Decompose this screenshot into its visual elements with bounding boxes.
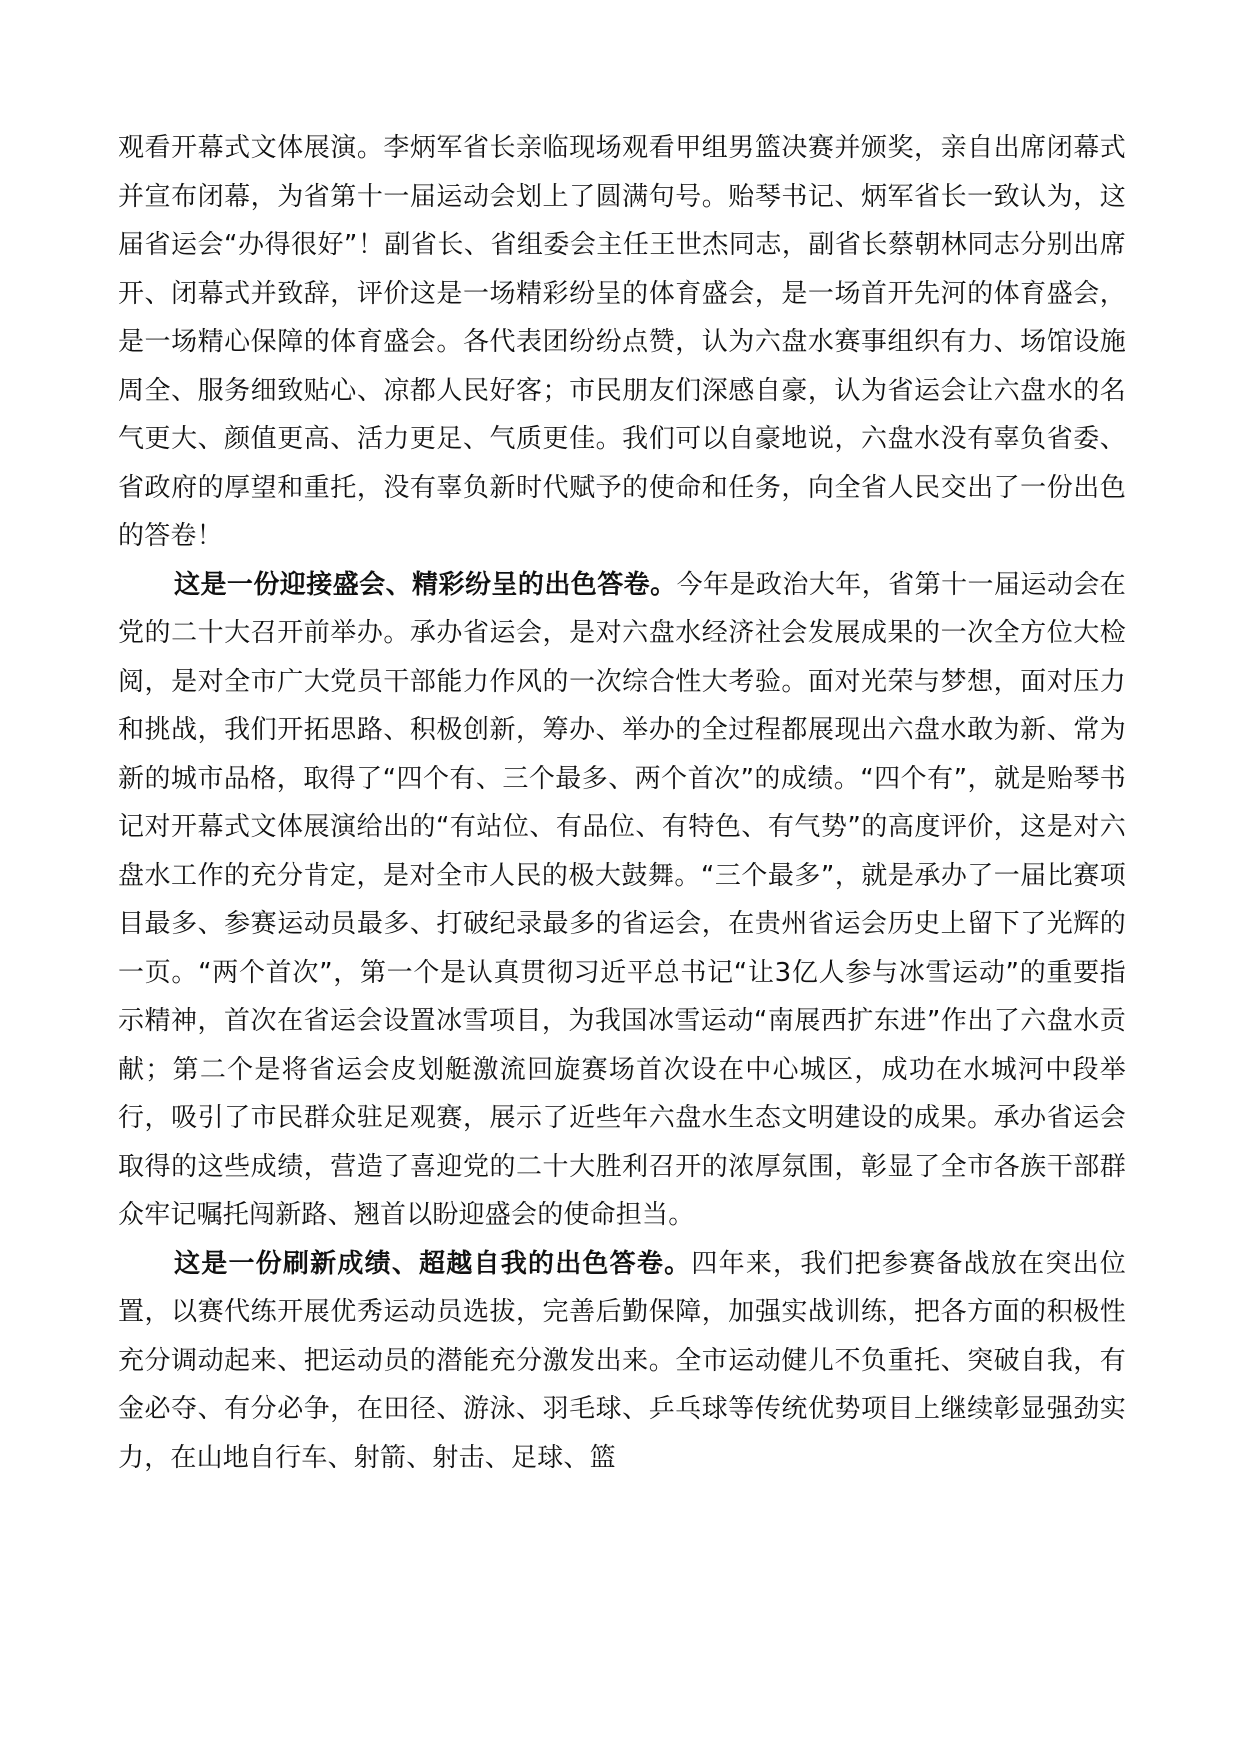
paragraph-1 (118, 124, 1126, 561)
document-body (118, 124, 1126, 1482)
paragraph-3-lead: 这是一份刷新成绩、超越自我的出色答卷。 (174, 1248, 692, 1279)
paragraph-3-text: 四年来，我们把参赛备战放在突出位置，以赛代练开展优秀运动员选拔，完善后勤保障，加强实战训练，把各方面的积极性充分调动起来、把运动员的潜能充分激发出来。全市运动健儿不负重托、突破自我，有金必夺、有分必争，在田径、游泳、羽毛球、乒乓球等传统优势项目上继续彰显强劲实力，在山地自行车、射箭、射击、足球、篮 (118, 1248, 1126, 1473)
paragraph-2-text: 今年是政治大年，省第十一届运动会在党的二十大召开前举办。承办省运会，是对六盘水经济社会发展成果的一次全方位大检阅，是对全市广大党员干部能力作风的一次综合性大考验。面对光荣与梦想，面对压力和挑战，我们开拓思路、积极创新，筹办、举办的全过程都展现出六盘水敢为新、常为新的城市品格，取得了“四个有、三个最多、两个首次”的成绩。“四个有”，就是贻琴书记对开幕式文体展演给出的“有站位、有品位、有特色、有气势”的高度评价，这是对六盘水工作的充分肯定，是对全市人民的极大鼓舞。“三个最多”，就是承办了一届比赛项目最多、参赛运动员最多、打破纪录最多的省运会，在贵州省运会历史上留下了光辉的一页。“两个首次”，第一个是认真贯彻习近平总书记“让3亿人参与冰雪运动”的重要指示精神，首次在省运会设置冰雪项目，为我国冰雪运动“南展西扩东进”作出了六盘水贡献；第二个是将省运会皮划艇激流回旋赛场首次设在中心城区，成功在水城河中段举行，吸引了市民群众驻足观赛，展示了近些年六盘水生态文明建设的成果。承办省运会取得的这些成绩，营造了喜迎党的二十大胜利召开的浓厚氛围，彰显了全市各族干部群众牢记嘱托闯新路、翘首以盼迎盛会的使命担当。 (118, 569, 1127, 1230)
paragraph-2 (118, 561, 1126, 1240)
paragraph-1-text: 观看开幕式文体展演。李炳军省长亲临现场观看甲组男篮决赛并颁奖，亲自出席闭幕式并宣布闭幕，为省第十一届运动会划上了圆满句号。贻琴书记、炳军省长一致认为，这届省运会“办得很好”！副省长、省组委会主任王世杰同志，副省长蔡朝林同志分别出席开、闭幕式并致辞，评价这是一场精彩纷呈的体育盛会，是一场首开先河的体育盛会，是一场精心保障的体育盛会。各代表团纷纷点赞，认为六盘水赛事组织有力、场馆设施周全、服务细致贴心、凉都人民好客；市民朋友们深感自豪，认为省运会让六盘水的名气更大、颜值更高、活力更足、气质更佳。我们可以自豪地说，六盘水没有辜负省委、省政府的厚望和重托，没有辜负新时代赋予的使命和任务，向全省人民交出了一份出色的答卷！ (118, 133, 1126, 551)
paragraph-3 (118, 1240, 1126, 1483)
paragraph-2-lead: 这是一份迎接盛会、精彩纷呈的出色答卷。 (174, 569, 677, 600)
